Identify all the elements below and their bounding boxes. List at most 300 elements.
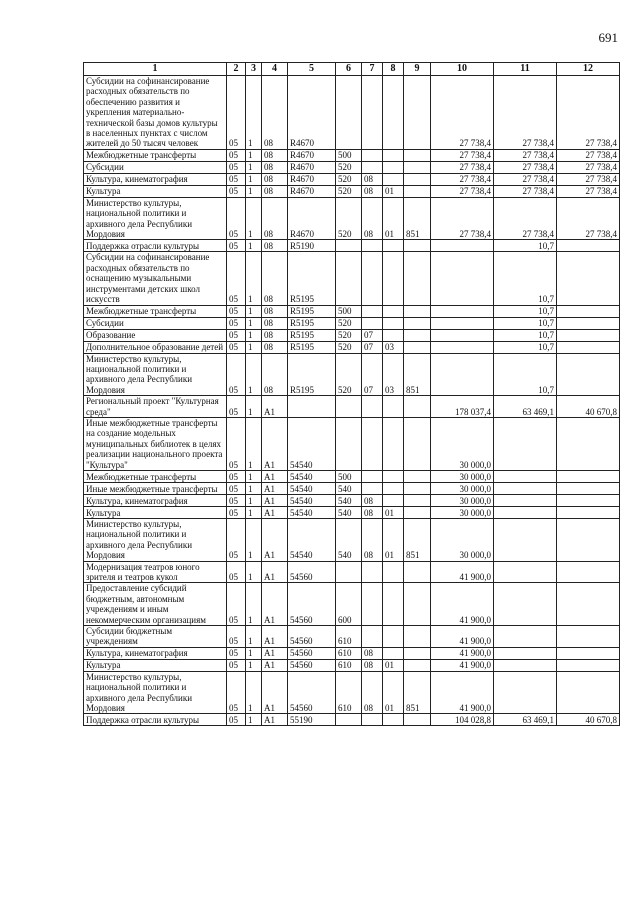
table-cell [404, 317, 431, 329]
row-label: Иные межбюджетные трансферты [84, 482, 227, 494]
table-cell: 27 738,4 [557, 149, 620, 161]
table-cell: 05 [227, 161, 246, 173]
table-row [84, 417, 620, 470]
table-cell [557, 482, 620, 494]
row-label: Культура, кинематография [84, 494, 227, 506]
table-cell: 1 [246, 647, 262, 659]
table-cell: R5195 [288, 353, 336, 396]
table-cell: 1 [246, 396, 262, 418]
table-cell: 30 000,0 [431, 506, 494, 518]
table-cell [557, 240, 620, 252]
column-header: 5 [288, 63, 336, 76]
table-cell: 10,7 [494, 329, 557, 341]
table-cell [494, 647, 557, 659]
table-cell: 05 [227, 76, 246, 150]
table-cell [557, 671, 620, 714]
row-label: Субсидии бюджетным учреждениям [84, 626, 227, 648]
table-cell: 08 [262, 353, 288, 396]
table-cell: 1 [246, 341, 262, 353]
table-cell: 1 [246, 482, 262, 494]
table-cell [362, 583, 383, 626]
column-header: 1 [84, 63, 227, 76]
table-cell [362, 149, 383, 161]
table-cell: 08 [262, 317, 288, 329]
table-cell: 520 [336, 197, 362, 240]
table-cell: 08 [262, 197, 288, 240]
table-cell: 851 [404, 197, 431, 240]
table-cell [383, 647, 404, 659]
table-cell [431, 353, 494, 396]
table-cell: 610 [336, 647, 362, 659]
table-cell: 1 [246, 494, 262, 506]
table-cell [404, 396, 431, 418]
table-cell [362, 252, 383, 305]
table-cell: 05 [227, 329, 246, 341]
table-cell: 01 [383, 671, 404, 714]
row-label: Поддержка отрасли культуры [84, 240, 227, 252]
table-cell: 1 [246, 671, 262, 714]
table-cell: R5190 [288, 240, 336, 252]
table-cell: 63 469,1 [494, 396, 557, 418]
table-cell: A1 [262, 561, 288, 583]
table-cell: 500 [336, 305, 362, 317]
table-cell [383, 76, 404, 150]
table-cell [336, 714, 362, 726]
table-cell: 08 [262, 161, 288, 173]
column-header: 6 [336, 63, 362, 76]
table-cell: 1 [246, 161, 262, 173]
table-cell: 1 [246, 714, 262, 726]
table-cell: 05 [227, 518, 246, 561]
table-cell: 520 [336, 185, 362, 197]
table-cell [288, 396, 336, 418]
table-row [84, 341, 620, 353]
row-label: Межбюджетные трансферты [84, 470, 227, 482]
table-row [84, 518, 620, 561]
table-row [84, 76, 620, 150]
table-cell: 30 000,0 [431, 494, 494, 506]
table-cell: 27 738,4 [557, 185, 620, 197]
table-cell [404, 647, 431, 659]
table-cell: 10,7 [494, 353, 557, 396]
table-cell [494, 482, 557, 494]
row-label: Субсидии [84, 317, 227, 329]
table-cell [557, 561, 620, 583]
table-cell: 08 [362, 185, 383, 197]
table-cell: 600 [336, 583, 362, 626]
table-cell: 27 738,4 [557, 76, 620, 150]
table-row [84, 647, 620, 659]
column-header: 12 [557, 63, 620, 76]
column-header: 7 [362, 63, 383, 76]
table-cell: 27 738,4 [494, 76, 557, 150]
table-cell [404, 240, 431, 252]
table-cell: 30 000,0 [431, 518, 494, 561]
table-cell [404, 76, 431, 150]
table-cell [362, 417, 383, 470]
table-cell: 27 738,4 [431, 161, 494, 173]
table-cell: 05 [227, 185, 246, 197]
table-cell [362, 305, 383, 317]
table-cell [404, 185, 431, 197]
table-cell: A1 [262, 470, 288, 482]
table-cell [383, 161, 404, 173]
table-cell: 05 [227, 173, 246, 185]
table-cell: A1 [262, 714, 288, 726]
table-cell [383, 252, 404, 305]
table-cell: 05 [227, 353, 246, 396]
table-cell [494, 518, 557, 561]
table-cell: 08 [262, 240, 288, 252]
table-cell: 1 [246, 252, 262, 305]
table-cell: 30 000,0 [431, 417, 494, 470]
table-cell: A1 [262, 626, 288, 648]
table-cell: 54560 [288, 583, 336, 626]
table-cell: 27 738,4 [557, 197, 620, 240]
table-cell: 54560 [288, 561, 336, 583]
table-cell: A1 [262, 417, 288, 470]
table-cell [557, 329, 620, 341]
table-cell [404, 714, 431, 726]
table-cell: R4670 [288, 149, 336, 161]
table-cell [404, 561, 431, 583]
table-cell: A1 [262, 671, 288, 714]
table-cell: 54540 [288, 518, 336, 561]
table-cell: 08 [362, 659, 383, 671]
table-cell: A1 [262, 506, 288, 518]
column-header: 8 [383, 63, 404, 76]
table-cell: 520 [336, 341, 362, 353]
table-cell: 10,7 [494, 240, 557, 252]
table-cell [383, 494, 404, 506]
table-cell: A1 [262, 396, 288, 418]
table-cell: 08 [362, 671, 383, 714]
row-label: Культура, кинематография [84, 173, 227, 185]
table-cell: 520 [336, 161, 362, 173]
table-cell: 01 [383, 185, 404, 197]
table-cell [383, 396, 404, 418]
table-cell: 08 [262, 341, 288, 353]
table-cell: 08 [262, 252, 288, 305]
table-cell [557, 583, 620, 626]
table-cell [494, 417, 557, 470]
table-cell: 41 900,0 [431, 671, 494, 714]
table-cell: 05 [227, 561, 246, 583]
table-cell: 27 738,4 [494, 161, 557, 173]
table-cell: 54560 [288, 671, 336, 714]
table-cell: 05 [227, 482, 246, 494]
table-cell [362, 482, 383, 494]
table-cell: A1 [262, 583, 288, 626]
table-cell: 520 [336, 353, 362, 396]
table-cell [557, 494, 620, 506]
table-cell: 27 738,4 [431, 185, 494, 197]
table-cell [383, 317, 404, 329]
table-cell [404, 470, 431, 482]
row-label: Культура, кинематография [84, 647, 227, 659]
table-cell [336, 396, 362, 418]
table-cell: 1 [246, 506, 262, 518]
table-cell: 08 [362, 506, 383, 518]
table-cell: 54540 [288, 470, 336, 482]
column-header: 11 [494, 63, 557, 76]
row-label: Региональный проект "Культурная среда" [84, 396, 227, 418]
table-cell: 05 [227, 647, 246, 659]
table-cell [431, 252, 494, 305]
table-cell [494, 494, 557, 506]
table-cell: 27 738,4 [431, 76, 494, 150]
table-row [84, 506, 620, 518]
table-cell [494, 626, 557, 648]
table-cell [404, 329, 431, 341]
table-cell [557, 647, 620, 659]
table-cell: 08 [262, 329, 288, 341]
table-cell: 540 [336, 494, 362, 506]
table-cell [362, 470, 383, 482]
table-cell [362, 396, 383, 418]
table-cell: 10,7 [494, 305, 557, 317]
table-cell [557, 659, 620, 671]
table-cell: 05 [227, 714, 246, 726]
table-cell: 610 [336, 671, 362, 714]
table-cell: 178 037,4 [431, 396, 494, 418]
row-label: Модернизация театров юного зрителя и театров кукол [84, 561, 227, 583]
table-cell: 05 [227, 305, 246, 317]
table-cell: 1 [246, 149, 262, 161]
table-cell: 01 [383, 659, 404, 671]
table-cell: 1 [246, 197, 262, 240]
table-cell: 1 [246, 353, 262, 396]
table-cell [557, 626, 620, 648]
table-cell [557, 353, 620, 396]
table-cell [557, 470, 620, 482]
table-cell: 610 [336, 626, 362, 648]
row-label: Министерство культуры, национальной политики и архивного дела Республики Мордовия [84, 671, 227, 714]
table-row [84, 583, 620, 626]
row-label: Министерство культуры, национальной политики и архивного дела Республики Мордовия [84, 197, 227, 240]
table-cell [404, 482, 431, 494]
table-cell: 1 [246, 240, 262, 252]
table-cell [383, 417, 404, 470]
table-cell [383, 240, 404, 252]
table-cell: 54560 [288, 659, 336, 671]
table-cell: 10,7 [494, 341, 557, 353]
table-cell: R5195 [288, 305, 336, 317]
table-cell: R4670 [288, 173, 336, 185]
table-cell: 27 738,4 [557, 173, 620, 185]
table-cell: 1 [246, 470, 262, 482]
row-label: Дополнительное образование детей [84, 341, 227, 353]
row-label: Культура [84, 185, 227, 197]
column-header: 2 [227, 63, 246, 76]
table-cell: 540 [336, 518, 362, 561]
table-cell [336, 240, 362, 252]
table-cell: 05 [227, 470, 246, 482]
table-cell [494, 506, 557, 518]
table-row [84, 252, 620, 305]
table-cell [383, 626, 404, 648]
table-cell [362, 76, 383, 150]
table-cell: 54560 [288, 626, 336, 648]
table-cell: 05 [227, 494, 246, 506]
table-row [84, 240, 620, 252]
table-cell: 54540 [288, 494, 336, 506]
table-cell: 1 [246, 659, 262, 671]
table-cell: R5195 [288, 252, 336, 305]
table-cell: A1 [262, 494, 288, 506]
table-cell: 520 [336, 329, 362, 341]
table-cell [557, 305, 620, 317]
table-cell: 540 [336, 506, 362, 518]
table-cell: 55190 [288, 714, 336, 726]
table-cell: 1 [246, 583, 262, 626]
table-cell [383, 482, 404, 494]
table-cell [362, 317, 383, 329]
row-label: Министерство культуры, национальной политики и архивного дела Республики Мордовия [84, 353, 227, 396]
table-cell: A1 [262, 659, 288, 671]
table-cell: 05 [227, 626, 246, 648]
table-cell: 27 738,4 [494, 173, 557, 185]
table-cell: 1 [246, 305, 262, 317]
table-cell [362, 240, 383, 252]
table-cell [404, 173, 431, 185]
table-cell [557, 506, 620, 518]
table-cell [362, 561, 383, 583]
table-cell: 41 900,0 [431, 583, 494, 626]
table-cell [431, 317, 494, 329]
row-label: Министерство культуры, национальной политики и архивного дела Республики Мордовия [84, 518, 227, 561]
table-cell: 54540 [288, 482, 336, 494]
table-cell: 27 738,4 [431, 173, 494, 185]
table-cell: 10,7 [494, 252, 557, 305]
table-cell: 41 900,0 [431, 647, 494, 659]
table-cell: 851 [404, 671, 431, 714]
table-cell [404, 252, 431, 305]
table-cell: 54540 [288, 417, 336, 470]
table-cell [431, 329, 494, 341]
table-cell [404, 341, 431, 353]
row-label: Предоставление субсидий бюджетным, автономным учреждениям и иным некоммерческим организациям [84, 583, 227, 626]
table-cell: 05 [227, 396, 246, 418]
table-row [84, 396, 620, 418]
table-cell [494, 583, 557, 626]
table-cell: 03 [383, 341, 404, 353]
row-label: Субсидии на софинансирование расходных обязательств по обеспечению развития и укрепления материально-технической базы домов культуры в населенных пунктах с числом жителей до 50 тысяч человек [84, 76, 227, 150]
table-cell [336, 561, 362, 583]
table-cell [557, 417, 620, 470]
table-cell: 07 [362, 341, 383, 353]
column-header: 9 [404, 63, 431, 76]
table-cell: 05 [227, 671, 246, 714]
column-header: 10 [431, 63, 494, 76]
table-cell [404, 494, 431, 506]
budget-table [83, 62, 620, 726]
table-cell: 05 [227, 197, 246, 240]
table-row [84, 353, 620, 396]
page-number: 691 [598, 30, 618, 45]
table-cell [404, 149, 431, 161]
table-row [84, 173, 620, 185]
table-cell: 1 [246, 317, 262, 329]
table-row [84, 482, 620, 494]
table-cell [383, 305, 404, 317]
table-cell: 41 900,0 [431, 561, 494, 583]
table-cell: 520 [336, 317, 362, 329]
table-cell [431, 305, 494, 317]
table-cell: 520 [336, 173, 362, 185]
table-row [84, 185, 620, 197]
row-label: Межбюджетные трансферты [84, 305, 227, 317]
table-cell: 01 [383, 197, 404, 240]
table-cell: 10,7 [494, 317, 557, 329]
table-row [84, 197, 620, 240]
table-cell: 1 [246, 417, 262, 470]
table-cell: 08 [362, 197, 383, 240]
table-cell: 03 [383, 353, 404, 396]
row-label: Субсидии на софинансирование расходных обязательств по оснащению музыкальными инструментами детских школ искусств [84, 252, 227, 305]
table-cell: R4670 [288, 161, 336, 173]
table-cell [362, 161, 383, 173]
table-cell: 500 [336, 149, 362, 161]
table-cell [494, 470, 557, 482]
table-cell: 05 [227, 341, 246, 353]
table-cell: 54540 [288, 506, 336, 518]
table-cell: 05 [227, 317, 246, 329]
table-cell: 01 [383, 518, 404, 561]
table-cell [336, 252, 362, 305]
table-cell: 08 [262, 76, 288, 150]
table-cell: 1 [246, 626, 262, 648]
table-row [84, 561, 620, 583]
table-cell [404, 659, 431, 671]
table-cell [494, 561, 557, 583]
table-cell [383, 583, 404, 626]
table-cell [383, 173, 404, 185]
row-label: Культура [84, 659, 227, 671]
table-cell [404, 161, 431, 173]
table-cell: 08 [362, 173, 383, 185]
table-cell [383, 470, 404, 482]
table-cell [431, 240, 494, 252]
column-header: 4 [262, 63, 288, 76]
table-body [84, 76, 620, 726]
table-cell: 40 670,8 [557, 714, 620, 726]
row-label: Культура [84, 506, 227, 518]
table-cell: 07 [362, 353, 383, 396]
table-cell [557, 341, 620, 353]
table-cell: 104 028,8 [431, 714, 494, 726]
table-cell: 07 [362, 329, 383, 341]
table-cell: 05 [227, 417, 246, 470]
table-cell: 63 469,1 [494, 714, 557, 726]
table-cell [494, 659, 557, 671]
table-row [84, 659, 620, 671]
table-cell [557, 252, 620, 305]
table-row [84, 305, 620, 317]
table-cell: 1 [246, 518, 262, 561]
table-cell [494, 671, 557, 714]
table-cell: 1 [246, 76, 262, 150]
table-row [84, 470, 620, 482]
table-cell: 30 000,0 [431, 470, 494, 482]
table-cell [336, 76, 362, 150]
table-cell: 41 900,0 [431, 626, 494, 648]
table-cell: R4670 [288, 76, 336, 150]
table-cell: R5195 [288, 329, 336, 341]
table-cell: 27 738,4 [494, 149, 557, 161]
table-row [84, 714, 620, 726]
table-cell [383, 329, 404, 341]
